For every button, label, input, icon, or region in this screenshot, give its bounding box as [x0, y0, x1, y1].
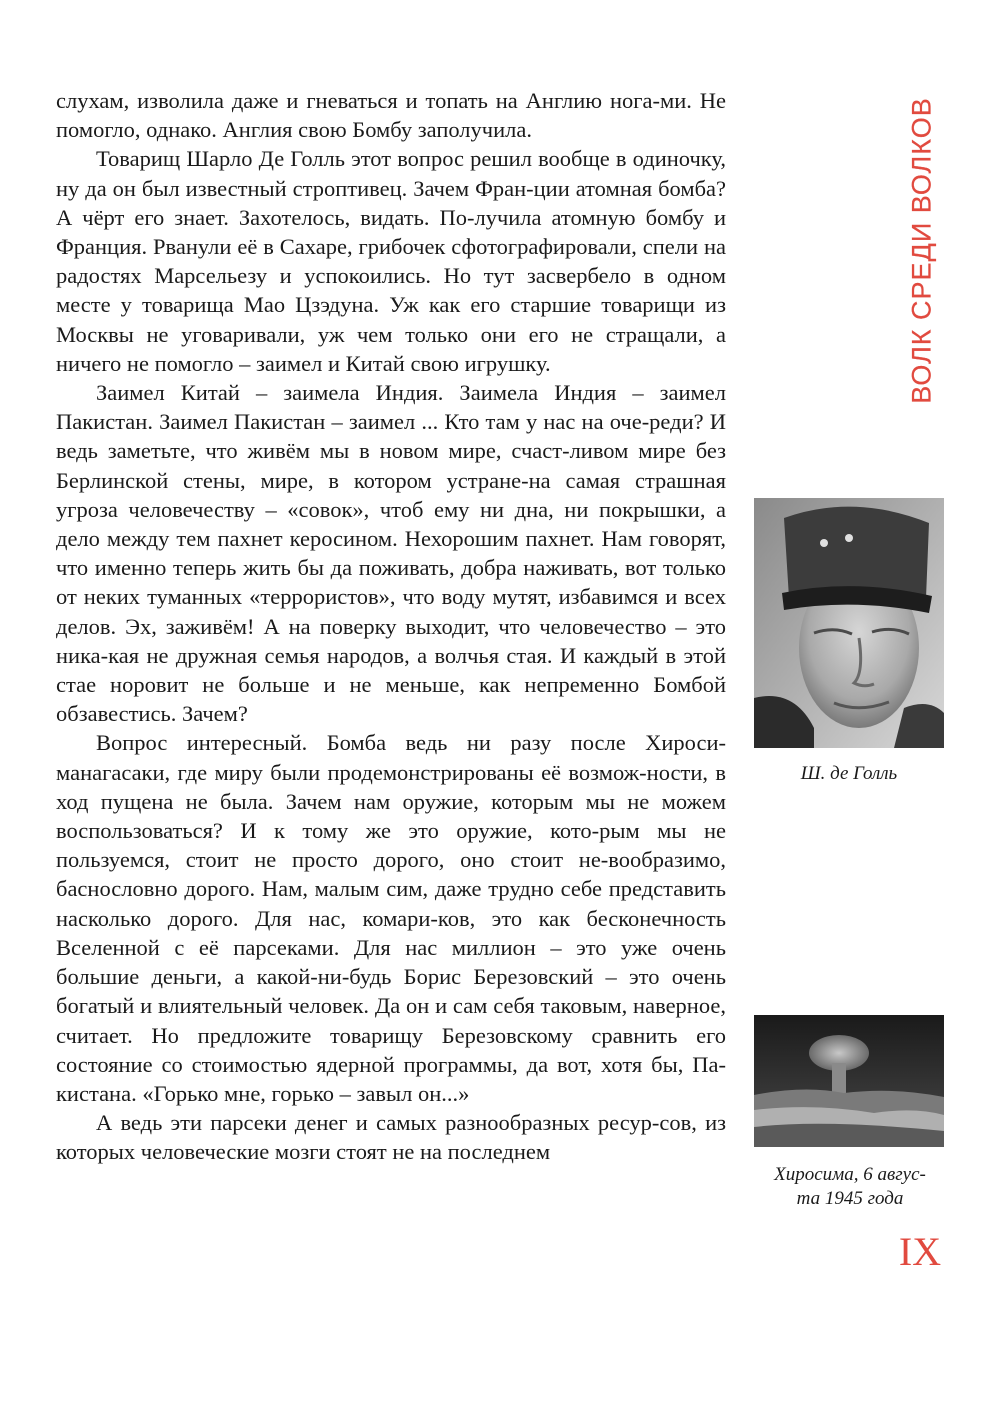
hiroshima-caption-line-2: та 1945 года: [796, 1188, 904, 1209]
paragraph: Товарищ Шарло Де Голль этот вопрос решил вообще в одиночку, ну да он был известный строптивец. Зачем Фран-ции атомная бомба? А чёрт его знает. Захотелось, видать. По-лучила атомную бомбу и Франция. Рванули её в Сахаре, грибочек сфотографировали, спели на радостях Марсельезу и успокоились. Но тут засвербело в одном месте у товарища Мао Цзэдуна. Уж как его старшие товарищи из Москвы не уговаривали, уж чем только они его не стращали, а ничего не помогло – заимел и Китай свою игрушку.: [56, 146, 726, 376]
paragraph: Заимел Китай – заимела Индия. Заимела Индия – заимел Пакистан. Заимел Пакистан – заимел ... Кто там у нас на оче-реди? И ведь заметьте, что живём мы в новом мире, счаст-ливом мире без Берлинской стены, мире, в котором устране-на самая страшная угроза человечеству – «совок», чтоб ему ни дна, ни покрышки, а дело между тем пахнет керосином. Нехорошим пахнет. Нам говорят, что именно теперь жить бы да поживать, добра наживать, вот только от неких туманных «террористов», что воду мутят, избавимся и всех делов. Эх, заживём! А на поверку выходит, что человечество – это ника-кая не дружная семья народов, а волчья стая. И каждый в этой стае норовит не больше и не меньше, как непременно Бомбой обзавестись. Зачем?: [56, 380, 726, 727]
page-number: IX: [898, 1229, 942, 1274]
hiroshima-photo: [754, 1015, 944, 1147]
running-head-text: ВОЛК СРЕДИ ВОЛКОВ: [906, 96, 937, 404]
hiroshima-mushroom-cloud-image: [754, 1015, 944, 1147]
running-head: [900, 96, 944, 404]
de-gaulle-caption: Ш. де Голль: [800, 763, 898, 784]
paragraph: Вопрос интересный. Бомба ведь ни разу после Хироси-манагасаки, где миру были продемонстрированы её возмож-ности, в ход пущена не была. Зачем нам оружие, которым мы не можем воспользоваться? И к тому же это оружие, кото-рым мы не пользуемся, стоит не просто дорого, оно стоит не-вообразимо, баснословно дорого. Нам, малым сим, даже трудно себе представить насколько дорого. Для нас, комари-ков, это как бесконечность Вселенной с её парсеками. Для нас миллион – это уже очень большие деньги, а какой-ни-будь Борис Березовский – это очень богатый и влиятельный человек. Да он и сам себя таковым, наверное, считает. Но предложите товарищу Березовскому сравнить его состояние со стоимостью ядерной программы, да вот, хотя бы, Па-кистана. «Горько мне, горько – завыл он...»: [56, 730, 726, 1106]
paragraph: А ведь эти парсеки денег и самых разнообразных ресур-сов, из которых человеческие мозги стоят не на последнем: [56, 1110, 726, 1165]
main-text-column: [56, 86, 726, 1167]
hiroshima-caption: [750, 1163, 950, 1211]
de-gaulle-photo: [754, 498, 944, 748]
hiroshima-caption-line-1: Хиросима, 6 авгус-: [774, 1164, 926, 1185]
de-gaulle-portrait-image: [754, 498, 944, 748]
paragraph: слухам, изволила даже и гневаться и топать на Англию нога-ми. Не помогло, однако. Англия свою Бомбу заполучила.: [56, 88, 726, 143]
